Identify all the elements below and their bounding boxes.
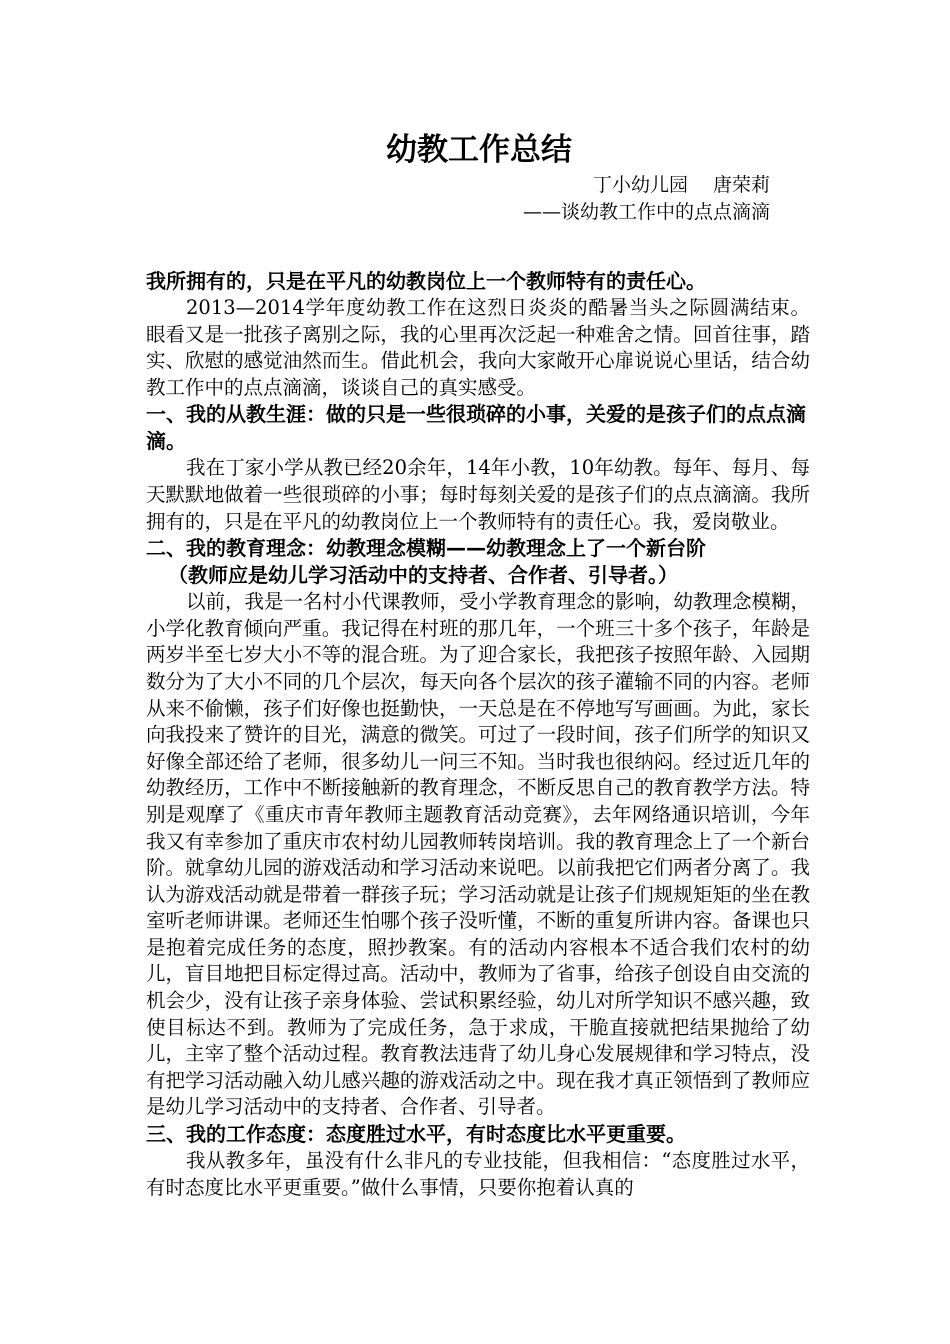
intro-paragraph: 2013—2014学年度幼教工作在这烈日炎炎的酷暑当头之际圆满结束。眼看又是一批孩子离别之际，我的心里再次泛起一种难舍之情。回首往事，踏实、欣慰的感觉油然而生。借此机会，我向大家敞开心扉说说心里话，结合幼教工作中的点点滴滴，谈谈自己的真实感受。 [146,296,810,399]
document-title: 幼教工作总结 [386,132,572,168]
section2-subheading: （教师应是幼儿学习活动中的支持者、合作者、引导者。） [168,563,678,588]
document-body [146,128,810,1201]
spacer [146,226,810,268]
motto-heading: 我所拥有的，只是在平凡的幼教岗位上一个教师特有的责任心。 [146,269,706,293]
section2-heading: 二、我的教育理念：幼教理念模糊——幼教理念上了一个新台阶 [146,536,706,561]
section2-paragraph: 以前，我是一名村小代课教师，受小学教育理念的影响，幼教理念模糊，小学化教育倾向严重。我记得在村班的那几年，一个班三十多个孩子，年龄是两岁半至七岁大小不等的混合班。为了迎合家长，我把孩子按照年龄、入园期数分为了大小不同的几个层次，每天向各个层次的孩子灌输不同的内容。老师从来不偷懒，孩子们好像也挺勤快，一天总是在不停地写写画画。为此，家长向我投来了赞许的目光，满意的微笑。可过了一段时间，孩子们所学的知识又好像全部还给了老师，很多幼儿一问三不知。当时我也很纳闷。经过近几年的幼教经历，工作中不断接触新的教育理念，不断反思自己的教育教学方法。特别是观摩了《重庆市青年教师主题教育活动竞赛》，去年网络通识培训，今年我又有幸参加了重庆市农村幼儿园教师转岗培训。我的教育理念上了一个新台阶。就拿幼儿园的游戏活动和学习活动来说吧。以前我把它们两者分离了。我认为游戏活动就是带着一群孩子玩；学习活动就是让孩子们规规矩矩的坐在教室听老师讲课。老师还生怕哪个孩子没听懂，不断的重复所讲内容。备课也只是抱着完成任务的态度，照抄教案。有的活动内容根本不适合我们农村的幼儿，盲目地把目标定得过高。活动中，教师为了省事，给孩子创设自由交流的机会少，没有让孩子亲身体验、尝试积累经验，幼儿对所学知识不感兴趣，致使目标达不到。教师为了完成任务，急于求成，干脆直接就把结果抛给了幼儿，主宰了整个活动过程。教育教法违背了幼儿身心发展规律和学习特点，没有把学习活动融入幼儿感兴趣的游戏活动之中。现在我才真正领悟到了教师应是幼儿学习活动中的支持者、合作者、引导者。 [146,590,811,1119]
section1-heading: 一、我的从教生涯：做的只是一些很琐碎的小事，关爱的是孩子们的点点滴滴。 [146,402,806,454]
section1-paragraph: 我在丁家小学从教已经20余年，14年小教，10年幼教。每年、每月、每天默默地做着一些很琐碎的小事；每时每刻关爱的是孩子们的点点滴滴。我所拥有的，只是在平凡的幼教岗位上一个教师特有的责任心。我，爱岗敬业。 [146,456,810,533]
section3-paragraph: 我从教多年，虽没有什么非凡的专业技能，但我相信：“态度胜过水平，有时态度比水平更重要。”做什么事情，只要你抱着认真的 [146,1149,810,1199]
document-subtitle: ——谈幼教工作中的点点滴滴 [522,201,770,223]
section3-heading: 三、我的工作态度：态度胜过水平，有时态度比水平更重要。 [146,1122,686,1147]
author-line: 丁小幼儿园 唐荣莉 [592,174,770,196]
